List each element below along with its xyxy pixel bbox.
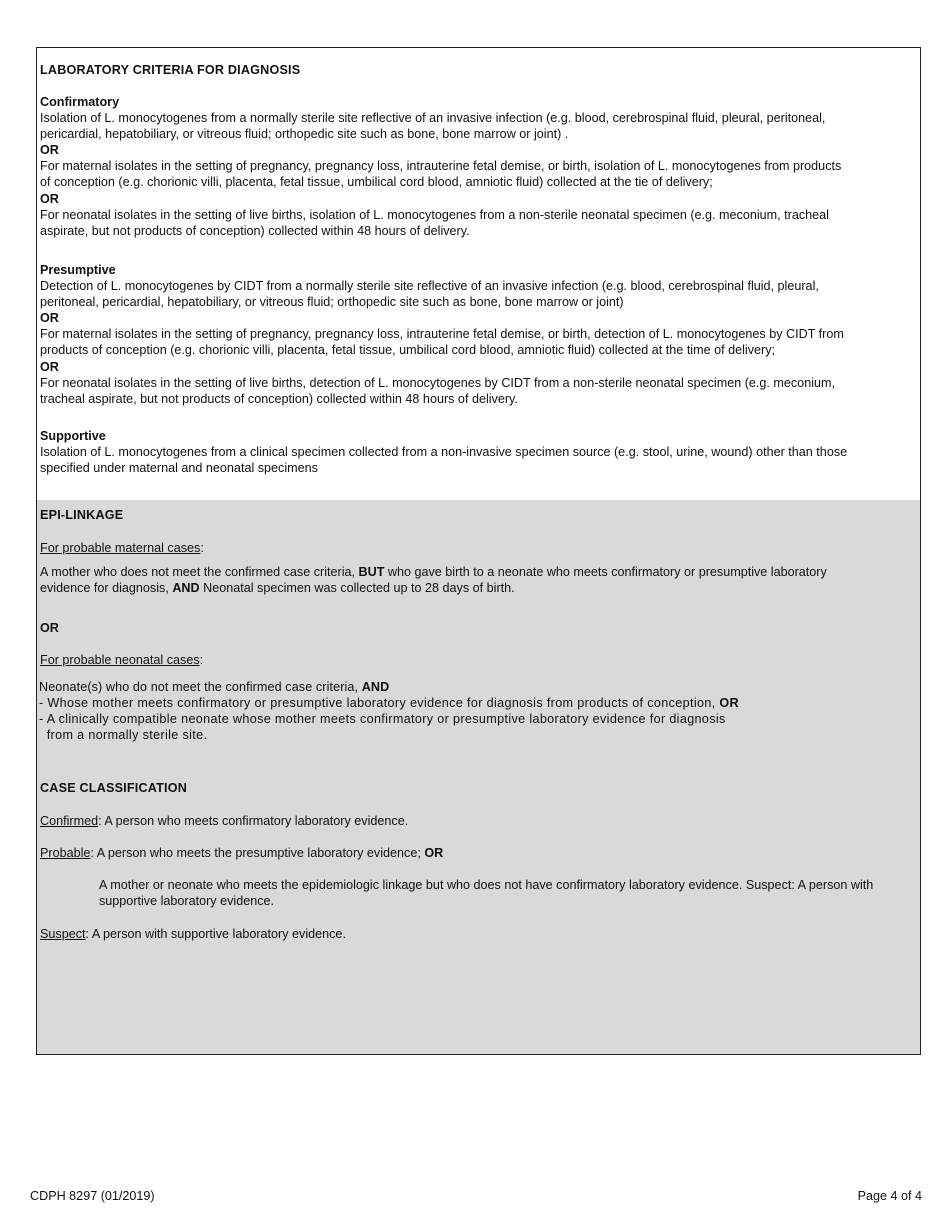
epi-or: OR	[40, 621, 59, 635]
epi-linkage-section	[37, 500, 920, 1054]
confirmed-text: : A person who meets confirmatory laboratory evidence.	[98, 814, 409, 828]
confirmatory-p1b: pericardial, hepatobiliary, or vitreous fluid; orthopedic site such as bone, bone marrow or joint) .	[40, 127, 569, 141]
presumptive-p3b: tracheal aspirate, but not products of conception) collected within 48 hours of delivery.	[40, 392, 518, 406]
presumptive-p1: Detection of L. monocytogenes by CIDT from a normally sterile site reflective of an invasive infection (e.g. blood, cerebrospinal fluid, pleural,	[40, 279, 819, 293]
probable-text: : A person who meets the presumptive laboratory evidence;	[90, 846, 425, 860]
confirmed-line	[40, 813, 912, 829]
confirmatory-p3b: aspirate, but not products of conception) collected within 48 hours of delivery.	[40, 224, 470, 238]
probable-label: Probable	[40, 846, 91, 860]
neonatal-line-2	[39, 695, 912, 711]
maternal-text-d: Neonatal specimen was collected up to 28 days of birth.	[199, 581, 515, 595]
maternal-but: BUT	[358, 565, 385, 579]
neonatal-cases-line	[40, 652, 912, 668]
neonatal-colon: :	[199, 653, 204, 667]
maternal-line-1	[40, 564, 912, 580]
confirmatory-or-1: OR	[40, 143, 59, 157]
presumptive-title: Presumptive	[40, 263, 116, 277]
neonatal-or: OR	[719, 696, 739, 710]
presumptive-p3: For neonatal isolates in the setting of live births, detection of L. monocytogenes by CIDT from a non-sterile neonatal specimen (e.g. meconium,	[40, 376, 835, 390]
supportive-title: Supportive	[40, 429, 106, 443]
probable-sub-line-2: supportive laboratory evidence.	[99, 894, 275, 908]
neonatal-and: AND	[361, 680, 390, 694]
confirmatory-p2b: of conception (e.g. chorionic villi, placenta, fetal tissue, umbilical cord blood, amniotic fluid) collected at the tie of delivery;	[40, 175, 713, 189]
supportive-p1b: specified under maternal and neonatal specimens	[40, 461, 318, 475]
maternal-cases-line	[40, 540, 912, 556]
criteria-box	[36, 47, 921, 1055]
maternal-colon: :	[200, 541, 204, 555]
maternal-text-a: A mother who does not meet the confirmed case criteria,	[40, 565, 359, 579]
maternal-and: AND	[172, 581, 200, 595]
confirmatory-p3: For neonatal isolates in the setting of live births, isolation of L. monocytogenes from a non-sterile neonatal specimen (e.g. meconium, tracheal	[40, 208, 829, 222]
neonatal-text-a: Neonate(s) who do not meet the confirmed case criteria,	[39, 680, 362, 694]
form-id: CDPH 8297 (01/2019)	[30, 1189, 155, 1203]
lab-heading: LABORATORY CRITERIA FOR DIAGNOSIS	[40, 63, 301, 77]
presumptive-or-2: OR	[40, 360, 59, 374]
maternal-text-b: who gave birth to a neonate who meets confirmatory or presumptive laboratory	[384, 565, 827, 579]
laboratory-criteria-section	[37, 48, 920, 500]
confirmatory-p1: Isolation of L. monocytogenes from a normally sterile site reflective of an invasive infection (e.g. blood, cerebrospinal fluid, pleural, peritoneal,	[40, 111, 826, 125]
probable-sub-line-1: A mother or neonate who meets the epidemiologic linkage but who does not have confirmatory laboratory evidence. Suspect: A person with	[99, 878, 874, 892]
confirmatory-p2: For maternal isolates in the setting of pregnancy, pregnancy loss, intrauterine fetal demise, or birth, isolation of L. monocytogenes from products	[40, 159, 842, 173]
confirmatory-or-2: OR	[40, 192, 59, 206]
neonatal-line-3: - A clinically compatible neonate whose mother meets confirmatory or presumptive laboratory evidence for diagnosis	[39, 712, 726, 726]
neonatal-line-4: from a normally sterile site.	[39, 728, 208, 742]
case-classification-heading: CASE CLASSIFICATION	[40, 781, 187, 795]
suspect-line	[40, 926, 912, 942]
suspect-label: Suspect	[40, 927, 86, 941]
probable-or: OR	[424, 846, 444, 860]
confirmatory-title: Confirmatory	[40, 95, 120, 109]
presumptive-p2b: products of conception (e.g. chorionic villi, placenta, fetal tissue, umbilical cord blood, amniotic fluid) collected at the time of delivery;	[40, 343, 776, 357]
presumptive-or-1: OR	[40, 311, 59, 325]
maternal-cases-label: For probable maternal cases	[40, 541, 201, 555]
neonatal-line-1	[39, 679, 912, 695]
maternal-line-2	[40, 580, 912, 596]
confirmed-label: Confirmed	[40, 814, 99, 828]
epi-heading: EPI-LINKAGE	[40, 508, 124, 522]
neonatal-cases-label: For probable neonatal cases	[40, 653, 200, 667]
presumptive-p2: For maternal isolates in the setting of pregnancy, pregnancy loss, intrauterine fetal demise, or birth, detection of L. monocytogenes by CIDT from	[40, 327, 844, 341]
presumptive-p1b: peritoneal, pericardial, hepatobiliary, or vitreous fluid; orthopedic site such as bone, bone marrow or joint)	[40, 295, 624, 309]
maternal-text-c: evidence for diagnosis,	[40, 581, 173, 595]
suspect-text: : A person with supportive laboratory evidence.	[85, 927, 346, 941]
neonatal-text-b: - Whose mother meets confirmatory or presumptive laboratory evidence for diagnosis from products of conception,	[39, 696, 720, 710]
probable-line	[40, 845, 912, 861]
supportive-p1: Isolation of L. monocytogenes from a clinical specimen collected from a non-invasive specimen source (e.g. stool, urine, wound) other than those	[40, 445, 848, 459]
page-number: Page 4 of 4	[857, 1189, 922, 1203]
